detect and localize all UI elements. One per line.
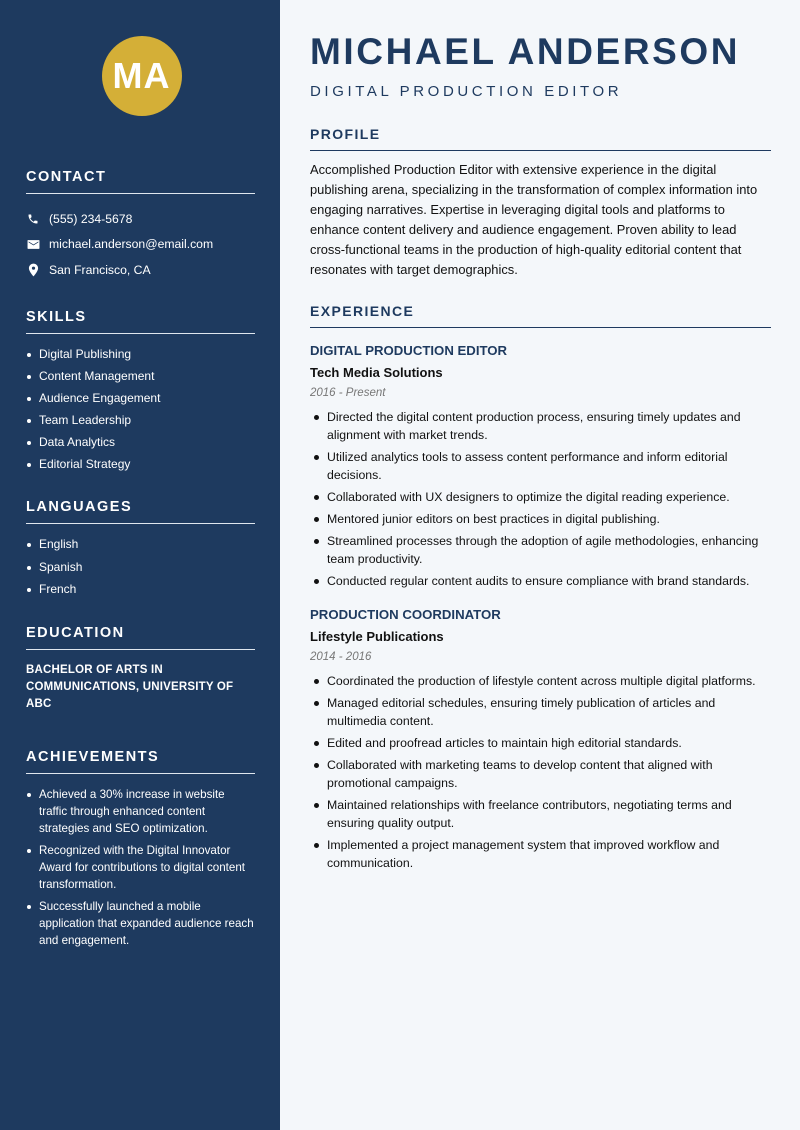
phone-text[interactable]: (555) 234-5678 bbox=[49, 211, 133, 226]
achievements-title: ACHIEVEMENTS bbox=[26, 749, 255, 774]
experience-title: EXPERIENCE bbox=[310, 303, 771, 328]
phone-icon bbox=[26, 212, 40, 226]
education-title: EDUCATION bbox=[26, 625, 255, 650]
profile-section bbox=[310, 126, 771, 280]
profile-text: Accomplished Production Editor with extensive experience in the digital publishing arena, specializing in the transformation of complex information into engaging narratives. Expertise in leveraging digital tools and platforms to enhance content delivery and audience engagement. Proven ability to lead cross-functional teams in the production of high-quality editorial content that resonates with target demographics. bbox=[310, 162, 758, 277]
list-item: French bbox=[26, 581, 255, 598]
list-item: Edited and proofread articles to maintain high editorial standards. bbox=[310, 734, 771, 752]
education-section bbox=[26, 625, 255, 713]
list-item: Implemented a project management system that improved workflow and communication. bbox=[310, 836, 771, 872]
list-item: Streamlined processes through the adoption of agile methodologies, enhancing team productivity. bbox=[310, 532, 771, 568]
avatar: MA bbox=[102, 36, 182, 116]
company-name: Lifestyle Publications bbox=[310, 629, 444, 644]
list-item: Digital Publishing bbox=[26, 346, 255, 363]
skills-list bbox=[26, 346, 255, 474]
skills-title: SKILLS bbox=[26, 309, 255, 334]
job-title: DIGITAL PRODUCTION EDITOR bbox=[310, 343, 508, 358]
languages-section bbox=[26, 499, 255, 597]
candidate-name: MICHAEL ANDERSON bbox=[310, 31, 741, 72]
skills-section bbox=[26, 309, 255, 474]
contact-title: CONTACT bbox=[26, 169, 255, 194]
job-bullets bbox=[310, 672, 771, 872]
list-item: Utilized analytics tools to assess content performance and inform editorial decisions. bbox=[310, 448, 771, 484]
list-item: Audience Engagement bbox=[26, 390, 255, 407]
location-pin-icon bbox=[26, 263, 40, 277]
languages-list bbox=[26, 536, 255, 597]
list-item: Collaborated with UX designers to optimize the digital reading experience. bbox=[310, 488, 771, 506]
experience-section bbox=[310, 303, 771, 872]
list-item: Directed the digital content production process, ensuring timely updates and alignment with market trends. bbox=[310, 408, 771, 444]
list-item: Team Leadership bbox=[26, 412, 255, 429]
list-item: Coordinated the production of lifestyle content across multiple digital platforms. bbox=[310, 672, 771, 690]
achievements-list bbox=[26, 786, 255, 949]
list-item: Content Management bbox=[26, 368, 255, 385]
list-item: Spanish bbox=[26, 559, 255, 576]
education-degree: BACHELOR OF ARTS IN COMMUNICATIONS, UNIVERSITY OF ABC bbox=[26, 663, 234, 710]
list-item: Conducted regular content audits to ensure compliance with brand standards. bbox=[310, 572, 771, 590]
company-name: Tech Media Solutions bbox=[310, 365, 443, 380]
email-text[interactable]: michael.anderson@email.com bbox=[49, 237, 214, 252]
list-item: Data Analytics bbox=[26, 434, 255, 451]
job-dates: 2014 - 2016 bbox=[310, 651, 372, 663]
list-item: Collaborated with marketing teams to develop content that aligned with promotional campaigns. bbox=[310, 756, 771, 792]
list-item: Maintained relationships with freelance contributors, negotiating terms and ensuring quality output. bbox=[310, 796, 771, 832]
list-item: Editorial Strategy bbox=[26, 456, 255, 473]
candidate-headline: DIGITAL PRODUCTION EDITOR bbox=[310, 83, 623, 100]
job-entry bbox=[310, 342, 771, 590]
job-entry bbox=[310, 606, 771, 872]
profile-title: PROFILE bbox=[310, 126, 771, 151]
job-dates: 2016 - Present bbox=[310, 387, 386, 399]
email-icon bbox=[26, 237, 40, 251]
location-text: San Francisco, CA bbox=[49, 262, 151, 277]
achievements-section bbox=[26, 749, 255, 949]
list-item: Successfully launched a mobile application that expanded audience reach and engagement. bbox=[26, 898, 255, 949]
list-item: Managed editorial schedules, ensuring timely publication of articles and multimedia content. bbox=[310, 694, 771, 730]
list-item: English bbox=[26, 536, 255, 553]
list-item: Achieved a 30% increase in website traffic through enhanced content strategies and SEO optimization. bbox=[26, 786, 255, 837]
main-content bbox=[280, 0, 800, 1130]
languages-title: LANGUAGES bbox=[26, 499, 255, 524]
sidebar bbox=[0, 0, 280, 1130]
job-bullets bbox=[310, 408, 771, 590]
job-title: PRODUCTION COORDINATOR bbox=[310, 607, 501, 622]
contact-location bbox=[26, 257, 255, 283]
list-item: Mentored junior editors on best practices in digital publishing. bbox=[310, 510, 771, 528]
contact-phone bbox=[26, 206, 255, 232]
avatar-container bbox=[26, 36, 255, 116]
list-item: Recognized with the Digital Innovator Award for contributions to digital content transformation. bbox=[26, 842, 255, 893]
contact-email bbox=[26, 232, 255, 258]
contact-section bbox=[26, 169, 255, 283]
